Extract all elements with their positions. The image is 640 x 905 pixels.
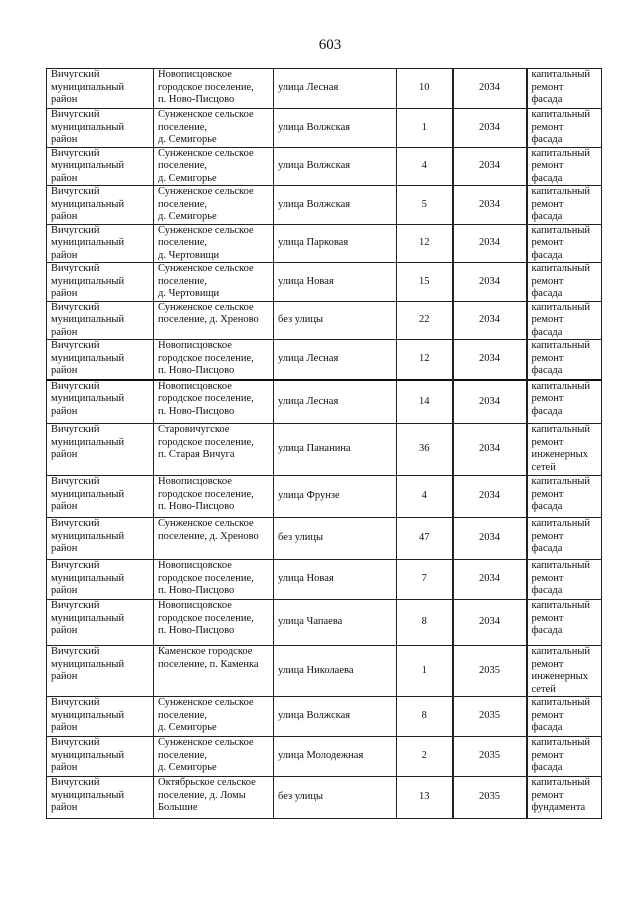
street-cell — [274, 777, 397, 819]
table-row — [47, 646, 602, 697]
house-number-cell — [397, 224, 453, 263]
year-cell — [453, 301, 527, 340]
settlement-text: Каменское городское поселение, п. Каменка — [158, 646, 259, 670]
year-cell — [453, 518, 527, 560]
work-text: капитальный ремонт инженерных сетей — [531, 646, 590, 695]
settlement-cell — [154, 737, 274, 777]
street-text: улица Парковая — [278, 237, 349, 248]
house-number-cell — [397, 263, 453, 302]
district-text: Вичугский муниципальный район — [51, 737, 125, 773]
work-type-cell — [527, 263, 602, 302]
street-cell — [274, 697, 397, 737]
work-text: капитальный ремонт фасада — [531, 737, 590, 773]
work-text: капитальный ремонт фасада — [531, 518, 590, 554]
street-text: улица Молодежная — [278, 750, 364, 762]
work-text: капитальный ремонт фасада — [531, 560, 590, 596]
district-cell — [47, 697, 154, 737]
street-cell — [274, 560, 397, 600]
street-cell — [274, 147, 397, 186]
street-cell — [274, 380, 397, 424]
year-text: 2035 — [479, 750, 500, 762]
street-cell — [274, 340, 397, 380]
table-row — [47, 476, 602, 518]
work-text: капитальный ремонт фасада — [531, 340, 590, 376]
district-cell — [47, 380, 154, 424]
district-text: Вичугский муниципальный район — [51, 109, 125, 145]
settlement-text: Сунженское сельское поселение, д. Чертовищи — [158, 263, 254, 299]
house-number-cell — [397, 476, 453, 518]
district-cell — [47, 301, 154, 340]
district-text: Вичугский муниципальный район — [51, 301, 125, 338]
district-cell — [47, 224, 154, 263]
work-type-cell — [527, 301, 602, 340]
settlement-text: Сунженское сельское поселение, д. Хреново — [158, 301, 259, 325]
house-number-cell — [397, 737, 453, 777]
year-text: 2034 — [479, 82, 500, 94]
settlement-cell — [154, 518, 274, 560]
year-text: 2035 — [479, 664, 500, 676]
settlement-cell — [154, 560, 274, 600]
year-cell — [453, 777, 527, 819]
district-text: Вичугский муниципальный район — [51, 224, 125, 261]
district-text: Вичугский муниципальный район — [51, 777, 125, 813]
settlement-cell — [154, 69, 274, 109]
street-text: улица Лесная — [278, 395, 339, 407]
table-row — [47, 560, 602, 600]
street-text: улица Волжская — [278, 710, 351, 722]
house-number-cell — [397, 340, 453, 380]
street-cell — [274, 518, 397, 560]
street-text: улица Фрунзе — [278, 490, 340, 502]
street-text: улица Лесная — [278, 82, 339, 94]
district-cell — [47, 69, 154, 109]
work-type-cell — [527, 518, 602, 560]
house-text: 14 — [419, 395, 430, 407]
house-text: 4 — [421, 490, 427, 502]
table-row — [47, 340, 602, 380]
district-text: Вичугский муниципальный район — [51, 340, 125, 376]
year-text: 2034 — [479, 121, 500, 133]
street-cell — [274, 109, 397, 148]
district-text: Вичугский муниципальный район — [51, 424, 125, 460]
settlement-cell — [154, 340, 274, 380]
street-cell — [274, 301, 397, 340]
work-type-cell — [527, 600, 602, 646]
street-text: улица Пананина — [278, 443, 351, 455]
street-cell — [274, 600, 397, 646]
district-text: Вичугский муниципальный район — [51, 476, 125, 512]
settlement-text: Новописцовское городское поселение, п. Ново-Писцово — [158, 340, 254, 376]
year-text: 2034 — [479, 353, 500, 364]
street-cell — [274, 69, 397, 109]
settlement-cell — [154, 424, 274, 476]
table-row — [47, 69, 602, 109]
table-row — [47, 424, 602, 476]
table-row — [47, 380, 602, 424]
house-text: 5 — [421, 198, 427, 210]
work-type-cell — [527, 737, 602, 777]
year-cell — [453, 697, 527, 737]
work-text: капитальный ремонт фасада — [531, 697, 590, 733]
work-type-cell — [527, 69, 602, 109]
year-cell — [453, 380, 527, 424]
house-text: 13 — [419, 791, 430, 803]
house-number-cell — [397, 301, 453, 340]
work-type-cell — [527, 340, 602, 380]
year-cell — [453, 340, 527, 380]
work-text: капитальный ремонт фасада — [531, 600, 590, 636]
table-row — [47, 186, 602, 225]
house-text: 8 — [421, 616, 427, 628]
year-cell — [453, 147, 527, 186]
district-cell — [47, 737, 154, 777]
table-row — [47, 263, 602, 302]
street-text: без улицы — [278, 532, 324, 544]
house-text: 4 — [421, 160, 427, 171]
house-text: 2 — [421, 750, 427, 762]
district-cell — [47, 186, 154, 225]
table-row — [47, 697, 602, 737]
street-cell — [274, 424, 397, 476]
house-text: 1 — [421, 664, 427, 676]
year-cell — [453, 186, 527, 225]
settlement-text: Новописцовское городское поселение, п. Ново-Писцово — [158, 600, 254, 636]
district-text: Вичугский муниципальный район — [51, 646, 125, 682]
year-text: 2034 — [479, 490, 500, 502]
street-text: улица Николаева — [278, 664, 354, 676]
work-text: капитальный ремонт фасада — [531, 109, 590, 145]
house-text: 22 — [419, 314, 430, 325]
settlement-text: Сунженское сельское поселение, д. Семигорье — [158, 186, 254, 222]
work-type-cell — [527, 476, 602, 518]
table-row — [47, 600, 602, 646]
work-text: капитальный ремонт фасада — [531, 69, 590, 105]
table-row — [47, 224, 602, 263]
settlement-text: Новописцовское городское поселение, п. Ново-Писцово — [158, 560, 254, 596]
work-text: капитальный ремонт фасада — [531, 147, 590, 184]
settlement-cell — [154, 777, 274, 819]
settlement-text: Сунженское сельское поселение, д. Хреново — [158, 518, 259, 542]
street-cell — [274, 476, 397, 518]
settlement-cell — [154, 224, 274, 263]
house-text: 36 — [419, 443, 430, 455]
year-text: 2034 — [479, 314, 500, 325]
work-text: капитальный ремонт фасада — [531, 186, 590, 222]
district-text: Вичугский муниципальный район — [51, 69, 125, 105]
settlement-text: Новописцовское городское поселение, п. Ново-Писцово — [158, 69, 254, 105]
settlement-text: Новописцовское городское поселение, п. Ново-Писцово — [158, 380, 254, 417]
year-cell — [453, 109, 527, 148]
house-number-cell — [397, 518, 453, 560]
settlement-cell — [154, 301, 274, 340]
district-cell — [47, 646, 154, 697]
settlement-cell — [154, 697, 274, 737]
year-text: 2034 — [479, 443, 500, 455]
street-text: улица Лесная — [278, 353, 339, 364]
district-text: Вичугский муниципальный район — [51, 600, 125, 636]
year-cell — [453, 424, 527, 476]
work-type-cell — [527, 380, 602, 424]
street-cell — [274, 646, 397, 697]
year-text: 2034 — [479, 532, 500, 544]
street-text: улица Чапаева — [278, 616, 343, 628]
house-text: 1 — [421, 121, 427, 133]
district-text: Вичугский муниципальный район — [51, 560, 125, 596]
street-text: улица Волжская — [278, 198, 351, 210]
year-cell — [453, 476, 527, 518]
work-text: капитальный ремонт инженерных сетей — [531, 424, 590, 473]
house-number-cell — [397, 147, 453, 186]
settlement-text: Сунженское сельское поселение, д. Семигорье — [158, 147, 254, 184]
year-cell — [453, 224, 527, 263]
district-cell — [47, 340, 154, 380]
street-text: без улицы — [278, 314, 324, 325]
table-row — [47, 301, 602, 340]
year-text: 2034 — [479, 275, 500, 287]
work-type-cell — [527, 147, 602, 186]
district-text: Вичугский муниципальный район — [51, 380, 125, 417]
house-text: 12 — [419, 237, 430, 248]
street-text: улица Новая — [278, 573, 334, 585]
district-cell — [47, 560, 154, 600]
house-number-cell — [397, 697, 453, 737]
work-type-cell — [527, 646, 602, 697]
street-cell — [274, 737, 397, 777]
house-number-cell — [397, 69, 453, 109]
district-cell — [47, 147, 154, 186]
district-text: Вичугский муниципальный район — [51, 518, 125, 554]
house-number-cell — [397, 186, 453, 225]
year-cell — [453, 600, 527, 646]
district-text: Вичугский муниципальный район — [51, 147, 125, 184]
house-text: 47 — [419, 532, 430, 544]
work-text: капитальный ремонт фасада — [531, 224, 590, 261]
street-text: улица Волжская — [278, 121, 351, 133]
year-text: 2034 — [479, 237, 500, 248]
settlement-cell — [154, 646, 274, 697]
district-cell — [47, 600, 154, 646]
house-number-cell — [397, 109, 453, 148]
work-type-cell — [527, 109, 602, 148]
year-cell — [453, 646, 527, 697]
settlement-cell — [154, 263, 274, 302]
settlement-cell — [154, 147, 274, 186]
year-cell — [453, 737, 527, 777]
page-number: 603 — [318, 37, 342, 53]
district-text: Вичугский муниципальный район — [51, 263, 125, 299]
district-cell — [47, 109, 154, 148]
street-cell — [274, 224, 397, 263]
table-row — [47, 737, 602, 777]
work-type-cell — [527, 560, 602, 600]
settlement-text: Сунженское сельское поселение, д. Чертовищи — [158, 224, 254, 261]
house-text: 10 — [419, 82, 430, 94]
year-text: 2034 — [479, 395, 500, 407]
table-row — [47, 109, 602, 148]
work-type-cell — [527, 186, 602, 225]
work-type-cell — [527, 224, 602, 263]
settlement-text: Сунженское сельское поселение, д. Семигорье — [158, 697, 254, 733]
house-number-cell — [397, 380, 453, 424]
work-text: капитальный ремонт фасада — [531, 380, 590, 417]
settlement-text: Старовичугское городское поселение, п. Старая Вичуга — [158, 424, 254, 460]
house-text: 12 — [419, 353, 430, 364]
table-row — [47, 147, 602, 186]
settlement-text: Сунженское сельское поселение, д. Семигорье — [158, 109, 254, 145]
house-text: 8 — [421, 710, 427, 722]
work-text: капитальный ремонт фасада — [531, 263, 590, 299]
house-number-cell — [397, 560, 453, 600]
year-cell — [453, 560, 527, 600]
street-text: улица Волжская — [278, 160, 351, 171]
district-cell — [47, 424, 154, 476]
district-cell — [47, 476, 154, 518]
work-type-cell — [527, 424, 602, 476]
settlement-text: Сунженское сельское поселение, д. Семигорье — [158, 737, 254, 773]
settlement-cell — [154, 600, 274, 646]
settlement-cell — [154, 186, 274, 225]
district-text: Вичугский муниципальный район — [51, 697, 125, 733]
settlement-cell — [154, 109, 274, 148]
district-cell — [47, 518, 154, 560]
street-text: без улицы — [278, 791, 324, 803]
house-number-cell — [397, 600, 453, 646]
settlement-text: Октябрьское сельское поселение, д. Ломы Большие — [158, 777, 256, 813]
year-text: 2034 — [479, 573, 500, 585]
year-text: 2035 — [479, 710, 500, 722]
house-text: 7 — [421, 573, 427, 585]
work-text: капитальный ремонт фундамента — [531, 777, 590, 813]
table-row — [47, 777, 602, 819]
settlement-cell — [154, 380, 274, 424]
district-text: Вичугский муниципальный район — [51, 186, 125, 222]
settlement-cell — [154, 476, 274, 518]
house-text: 15 — [419, 275, 430, 287]
year-text: 2034 — [479, 198, 500, 210]
settlement-text: Новописцовское городское поселение, п. Ново-Писцово — [158, 476, 254, 512]
street-cell — [274, 186, 397, 225]
table-row — [47, 518, 602, 560]
house-number-cell — [397, 646, 453, 697]
work-type-cell — [527, 697, 602, 737]
work-text: капитальный ремонт фасада — [531, 476, 590, 512]
year-cell — [453, 69, 527, 109]
house-number-cell — [397, 424, 453, 476]
district-cell — [47, 263, 154, 302]
district-cell — [47, 777, 154, 819]
repair-schedule-table — [46, 68, 602, 819]
work-type-cell — [527, 777, 602, 819]
year-text: 2034 — [479, 160, 500, 171]
year-cell — [453, 263, 527, 302]
work-text: капитальный ремонт фасада — [531, 301, 590, 338]
year-text: 2035 — [479, 791, 500, 803]
year-text: 2034 — [479, 616, 500, 628]
house-number-cell — [397, 777, 453, 819]
street-cell — [274, 263, 397, 302]
street-text: улица Новая — [278, 275, 334, 287]
